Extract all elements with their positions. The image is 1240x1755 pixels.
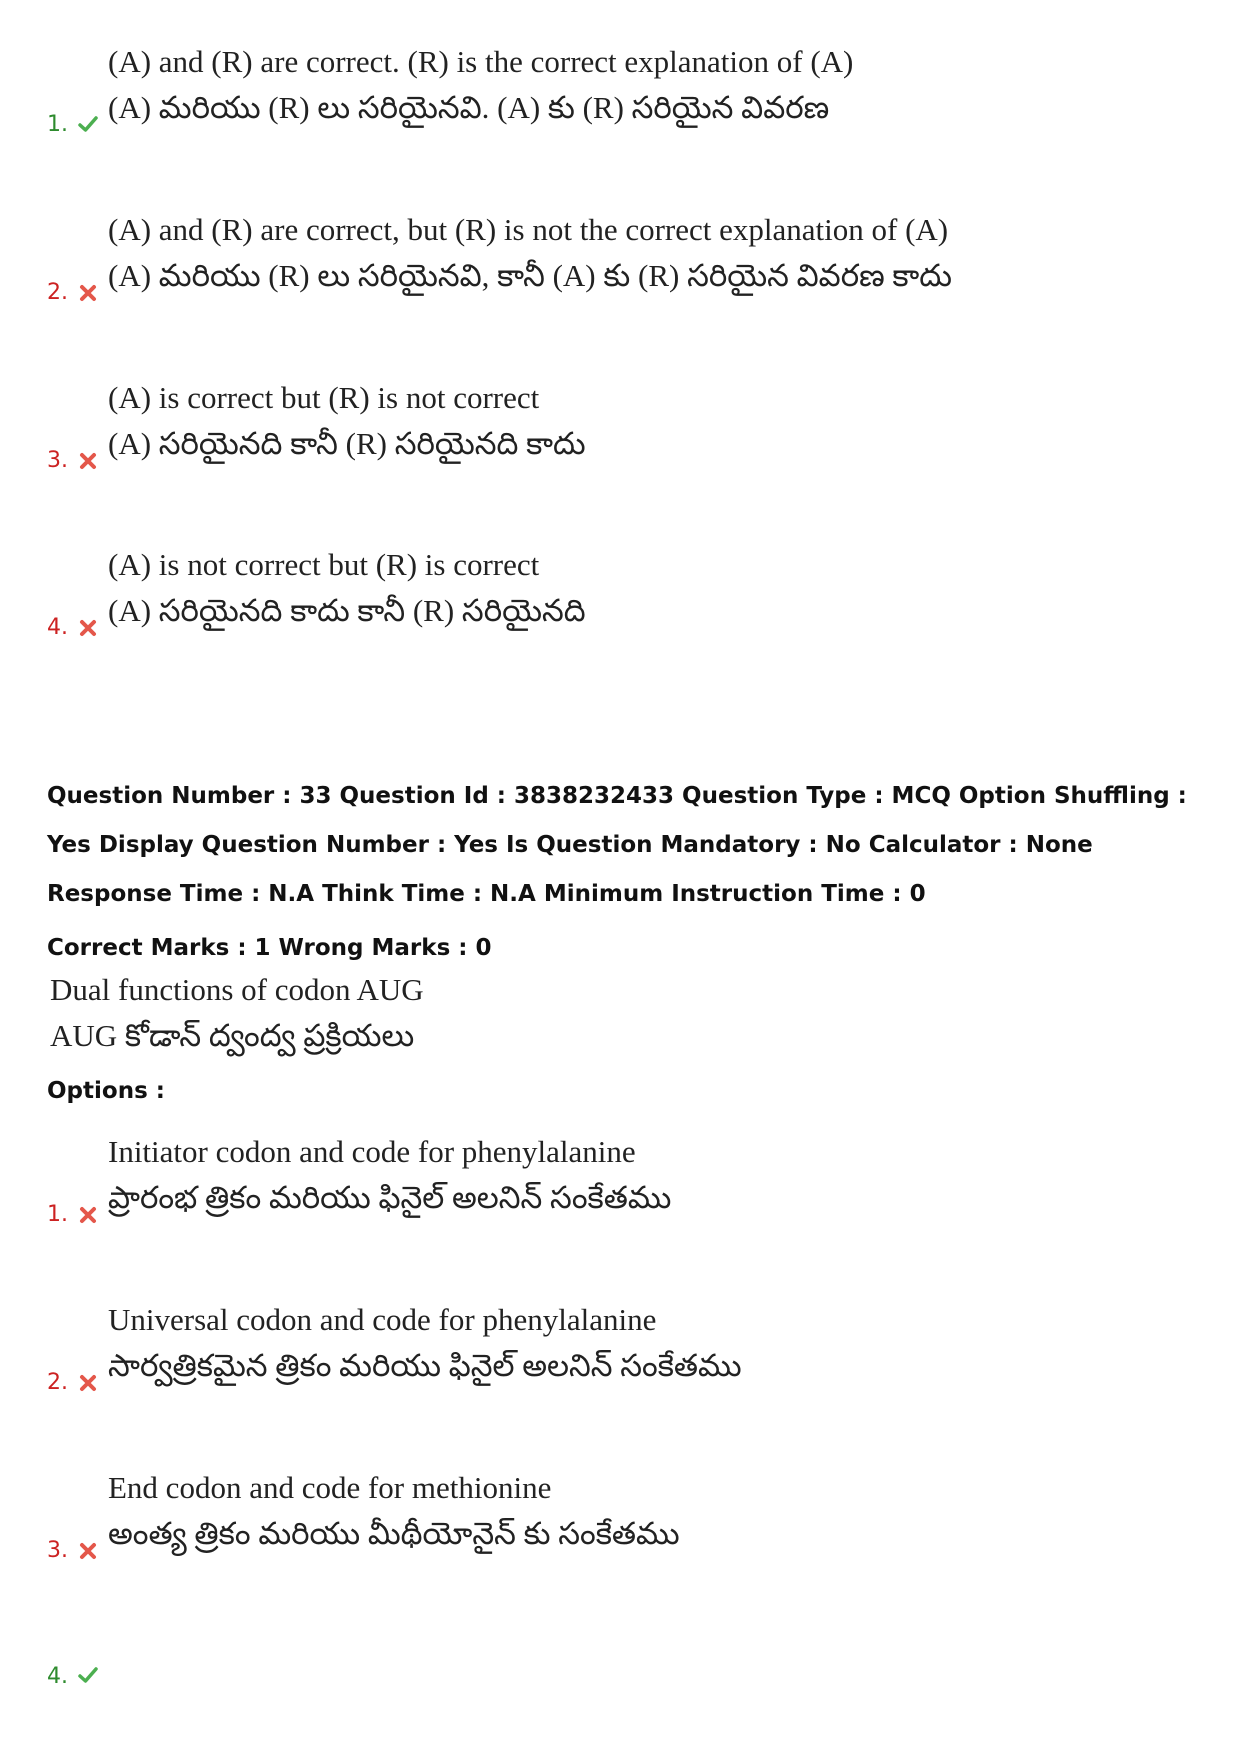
option-3-english: End codon and code for methionine [108,1470,552,1505]
cross-icon [77,617,99,639]
cross-icon [77,282,99,304]
option-1-english: Initiator codon and code for phenylalanine [108,1134,636,1169]
cross-icon [77,450,99,472]
prev-option-4-telugu: (A) సరియైనది కాదు కానీ (R) సరియైనది [108,593,586,628]
option-2-telugu: సార్వత్రికమైన త్రికం మరియు ఫినైల్ అలనిన్ సంకేతము [108,1348,742,1383]
option-4-number: 4. [47,1664,68,1689]
prev-option-2-number: 2. [47,280,68,305]
prev-option-2-telugu: (A) మరియు (R) లు సరియైనవి, కానీ (A) కు (R) సరియైన వివరణ కాదు [108,258,952,293]
prev-option-3-number: 3. [47,448,68,473]
check-icon [77,1664,99,1686]
option-1-telugu: ప్రారంభ త్రికం మరియు ఫినైల్ అలనిన్ సంకేతము [108,1180,672,1215]
question-text-telugu: AUG కోడాన్ ద్వంద్వ ప్రక్రియలు [50,1018,415,1053]
cross-icon [77,1540,99,1562]
check-icon [77,113,99,135]
question-marks: Correct Marks : 1 Wrong Marks : 0 [47,935,492,961]
prev-option-3-telugu: (A) సరియైనది కానీ (R) సరియైనది కాదు [108,426,586,461]
prev-option-1-number: 1. [47,112,68,137]
cross-icon [77,1372,99,1394]
prev-option-1-english: (A) and (R) are correct. (R) is the correct explanation of (A) [108,44,854,79]
option-2-number: 2. [47,1370,68,1395]
prev-option-1-telugu: (A) మరియు (R) లు సరియైనవి. (A) కు (R) సరియైన వివరణ [108,90,830,125]
prev-option-2-english: (A) and (R) are correct, but (R) is not the correct explanation of (A) [108,212,949,247]
question-metadata: Question Number : 33 Question Id : 3838232433 Question Type : MCQ Option Shuffling : Yes Display Question Number : Yes Is Question Mandatory : No Calculator : None Response Time : N.A Think Time : N.A Minimum Instruction Time : 0 [47,783,1187,907]
cross-icon [77,1204,99,1226]
option-3-telugu: అంత్య త్రికం మరియు మీథీయోనైన్ కు సంకేతము [108,1516,680,1551]
option-3-number: 3. [47,1538,68,1563]
prev-option-3-english: (A) is correct but (R) is not correct [108,380,540,415]
prev-option-4-english: (A) is not correct but (R) is correct [108,547,540,582]
prev-option-4-number: 4. [47,615,68,640]
option-2-english: Universal codon and code for phenylalanine [108,1302,657,1337]
options-label: Options : [47,1078,165,1104]
option-1-number: 1. [47,1202,68,1227]
question-text-english: Dual functions of codon AUG [50,972,424,1007]
